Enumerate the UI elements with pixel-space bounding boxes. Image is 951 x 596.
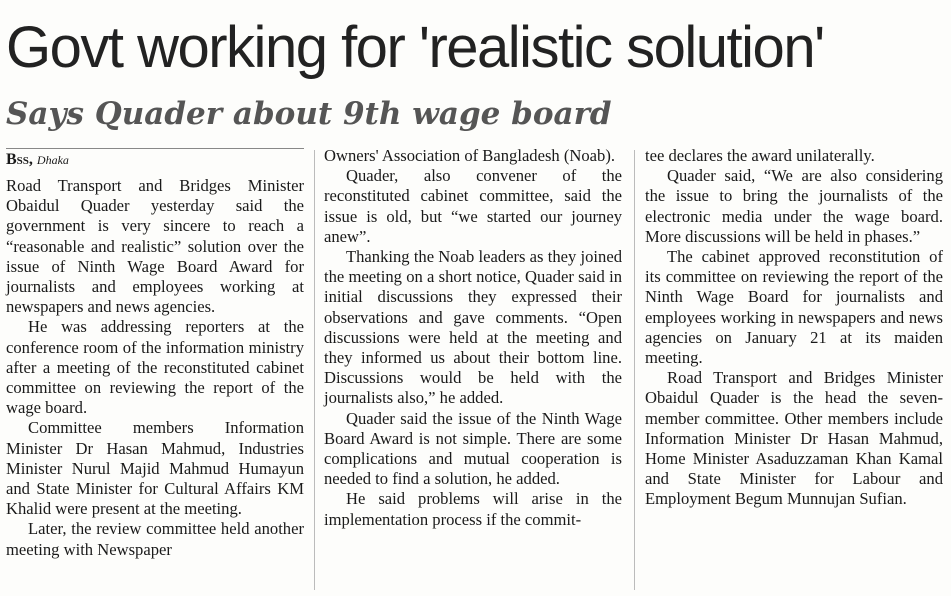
byline-rule: [6, 148, 304, 149]
paragraph: Quader said, “We are also considering the issue to bring the journalists of the electronic media under the wage board. More discussions will be held in phases.”: [645, 166, 943, 246]
subheadline: Says Quader about 9th wage board: [6, 96, 612, 132]
paragraph: Quader, also convener of the reconstituted cabinet committee, said the issue is old, but “we started our journey anew”.: [324, 166, 622, 246]
byline: [6, 150, 304, 170]
article-column-3: [645, 146, 943, 510]
byline-source: Bss,: [6, 151, 33, 168]
paragraph: The cabinet approved reconstitution of its committee on reviewing the report of the Ninth Wage Board for journalists and employees working in newspapers and news agencies on January 21 at its maiden meeting.: [645, 247, 943, 368]
paragraph: Road Transport and Bridges Minister Obaidul Quader yesterday said the government is very sincere to reach a “reasonable and realistic” solution over the issue of Ninth Wage Board Award for journalists and employees working at newspapers and news agencies.: [6, 176, 304, 317]
paragraph: Owners' Association of Bangladesh (Noab).: [324, 146, 616, 165]
column-divider: [634, 150, 635, 590]
headline: Govt working for 'realistic solution': [6, 15, 824, 80]
paragraph: tee declares the award unilaterally.: [645, 146, 875, 165]
paragraph: Committee members Information Minister Dr Hasan Mahmud, Industries Minister Nurul Majid Mahmud Humayun and State Minister for Cultural Affairs KM Khalid were present at the meeting.: [6, 418, 304, 519]
article-column-2: [324, 146, 622, 530]
paragraph: Later, the review committee held another meeting with Newspaper: [6, 519, 304, 559]
article-column-1: [6, 150, 304, 560]
paragraph: He said problems will arise in the implementation process if the commit-: [324, 489, 622, 529]
byline-place: Dhaka: [36, 153, 69, 167]
column-divider: [314, 150, 315, 590]
paragraph: Quader said the issue of the Ninth Wage Board Award is not simple. There are some complications and mutual cooperation is needed to find a solution, he added.: [324, 408, 622, 489]
paragraph: Thanking the Noab leaders as they joined the meeting on a short notice, Quader said in initial discussions they expressed their observations and gave comments. “Open discussions were held at the meeting and they informed us about their bottom line. Discussions would be held with the journalists also,” he added.: [324, 247, 622, 408]
paragraph: He was addressing reporters at the conference room of the information ministry after a meeting of the reconstituted cabinet committee on reviewing the report of the wage board.: [6, 317, 304, 418]
paragraph: Road Transport and Bridges Minister Obaidul Quader is the head the seven-member committee. Other members include Information Minister Dr Hasan Mahmud, Home Minister Asaduzzaman Khan Kamal and State Minister for Labour and Employment Begum Munnujan Sufian.: [645, 368, 943, 509]
